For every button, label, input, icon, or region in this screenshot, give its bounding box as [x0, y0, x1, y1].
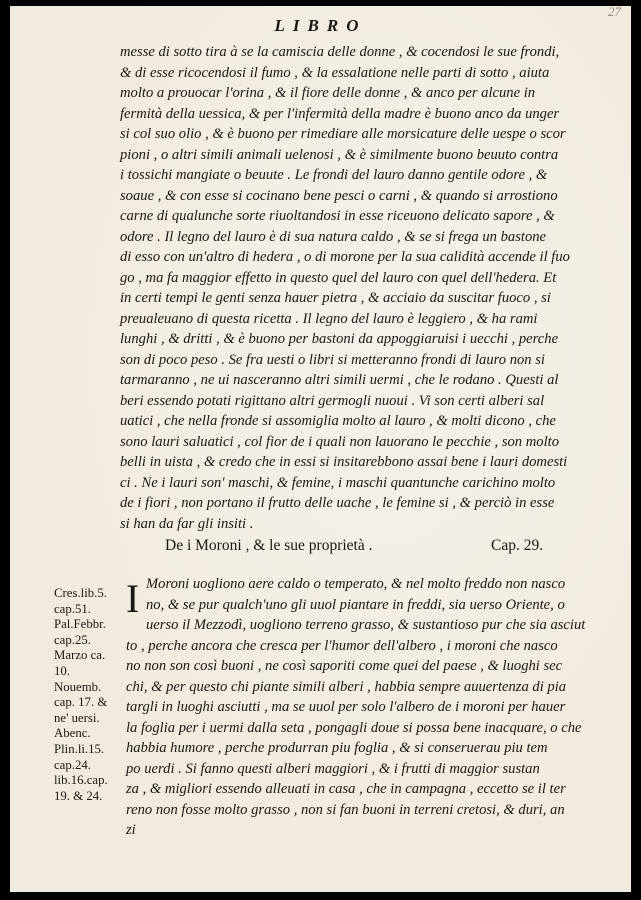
- text-line: pioni , o altri simili animali uelenosi , & è similmente buono beuuto contra: [120, 146, 559, 163]
- margin-note-line: Pal.Febbr.: [54, 617, 106, 632]
- chapter-number: Cap. 29.: [491, 537, 544, 554]
- text-line: targli in luoghi asciutti , ma se uuol per solo l'albero de i moroni per hauer: [126, 699, 566, 715]
- text-line: zi: [126, 822, 136, 838]
- margin-note-line: 10.: [54, 664, 70, 678]
- margin-note-line: Cres.lib.5.: [54, 586, 107, 600]
- text-line: soaue , & con esse si cocinano bene pesci o carni , & quando si arrostiono: [120, 187, 558, 204]
- text-line: molto a prouocar l'orina , & il fiore delle donne , & anco per alcune in: [120, 85, 536, 101]
- margin-note-line: cap.51.: [54, 601, 91, 616]
- text-line: son di poco peso . Se fra uesti o libri si metteranno frondi di lauro non si: [120, 351, 545, 368]
- text-line: fermità della uessica, & per l'infermità della madre è buono anco da unger: [120, 105, 560, 122]
- text-line: to , perche ancora che cresca per l'humor dell'albero , i moroni che nasco: [126, 637, 558, 654]
- text-line: carne di qualunche sorte riuoltandosi in esse riceuono delicato sapore , &: [120, 208, 555, 224]
- margin-note-line: cap.25.: [54, 632, 91, 647]
- text-line: sono lauri saluatici , col fior de i quali non lauorano le pecchie , son molto: [120, 433, 559, 450]
- text-line: de i fiori , non portano il frutto delle uache , le femine si , & perciò in esse: [120, 495, 555, 511]
- text-line: belli in uista , & credo che in essi si insitarebbono assai bene i lauri domesti: [120, 454, 568, 470]
- text-line: preualeuano di questa ricetta . Il legno del lauro è leggiero , & ha rami: [120, 310, 538, 327]
- text-line: uerso il Mezzodì, uogliono terreno grasso, & sustantioso pur che sia asciut: [146, 617, 586, 633]
- text-line: beri essendo potati rigittano altri germogli nuoui . Vi son certi alberi sal: [120, 392, 545, 409]
- margin-note-line: Plin.li.15.: [54, 742, 105, 756]
- margin-note-line: lib.16.cap.: [54, 773, 108, 788]
- text-line: messe di sotto tira à se la camiscia delle donne , & cocendosi le sue frondi,: [120, 44, 560, 60]
- chapter-title: De i Moroni , & le sue proprietà .: [165, 537, 373, 554]
- text-line: Moroni uogliono aere caldo o temperato, & nel molto freddo non nasco: [146, 576, 566, 592]
- text-line: & di esse ricocendosi il fumo , & la essalatione nelle parti di sotto , aiuta: [120, 64, 550, 81]
- text-line: tarmaranno , ne ui nasceranno altri simili uermi , che le rodano . Questi al: [120, 372, 559, 388]
- text-line: in certi tempi le genti senza hauer pietra , & acciaio da suscitar fuoco , si: [120, 290, 551, 306]
- text-line: reno non fosse molto grasso , non si fan buoni in terreni cretosi, & duri, an: [126, 801, 565, 818]
- text-line: lunghi , & dritti , & è buono per bastoni da appoggiaruisi i uecchi , perche: [120, 331, 559, 347]
- text-line: po uerdi . Si fanno questi alberi maggiori , & i frutti di maggior sustan: [126, 760, 540, 777]
- text-line: habbia humore , perche produrran piu foglia , & si conseruerau piu tem: [126, 740, 548, 756]
- text-line: za , & migliori essendo alleuati in casa , che in campagna , eccetto se il ter: [126, 781, 566, 797]
- text-line: go , ma fa maggior effetto in questo quel del lauro con quel dell'hedera. Et: [120, 269, 557, 286]
- book-page: [10, 6, 631, 892]
- text-line: odore . Il legno del lauro è di sua natura caldo , & se si frega un bastone: [120, 228, 547, 245]
- drop-cap: I: [126, 576, 140, 621]
- running-head: LIBRO: [274, 16, 367, 35]
- page-number: 27: [608, 4, 621, 19]
- text-line: i tossichi mangiate o beuute . Le frondi del lauro danno gentile odore , &: [120, 167, 548, 183]
- text-line: si han da far gli insiti .: [120, 515, 254, 532]
- margin-note-line: ne' uersi.: [54, 710, 100, 725]
- margin-note-line: cap.24.: [54, 757, 91, 772]
- margin-note-line: Nouemb.: [54, 679, 102, 694]
- text-line: di esso con un'altro di hedera , o di morone per la sua calidità accende il fuo: [120, 249, 570, 265]
- margin-note-line: cap. 17. &: [54, 695, 108, 710]
- text-line: uatici , che nella fronde si assomiglia molto al lauro , & molti dicono , che: [120, 413, 556, 429]
- margin-note-line: Abenc.: [54, 726, 91, 741]
- text-line: la foglia per i uermi dalla seta , pongagli doue si possa bene inacquare, o che: [126, 719, 582, 736]
- text-line: si col suo olio , & è buono per rimediare alle morsicature delle uespe o scor: [120, 126, 566, 142]
- text-line: no, & se pur qualch'uno gli uuol piantare in freddi, sia uerso Oriente, o: [146, 596, 565, 613]
- text-line: ci . Ne i lauri son' maschi, & femine, i maschi quantunche carichino molto: [120, 474, 556, 491]
- margin-note-line: 19. & 24.: [54, 788, 103, 803]
- text-line: no non son così buoni , ne così saporiti come quei del paese , & luoghi sec: [126, 658, 563, 674]
- margin-note-line: Marzo ca.: [54, 648, 106, 663]
- text-line: chi, & per questo chi piante simili alberi , habbia sempre auuertenza di pia: [126, 678, 567, 695]
